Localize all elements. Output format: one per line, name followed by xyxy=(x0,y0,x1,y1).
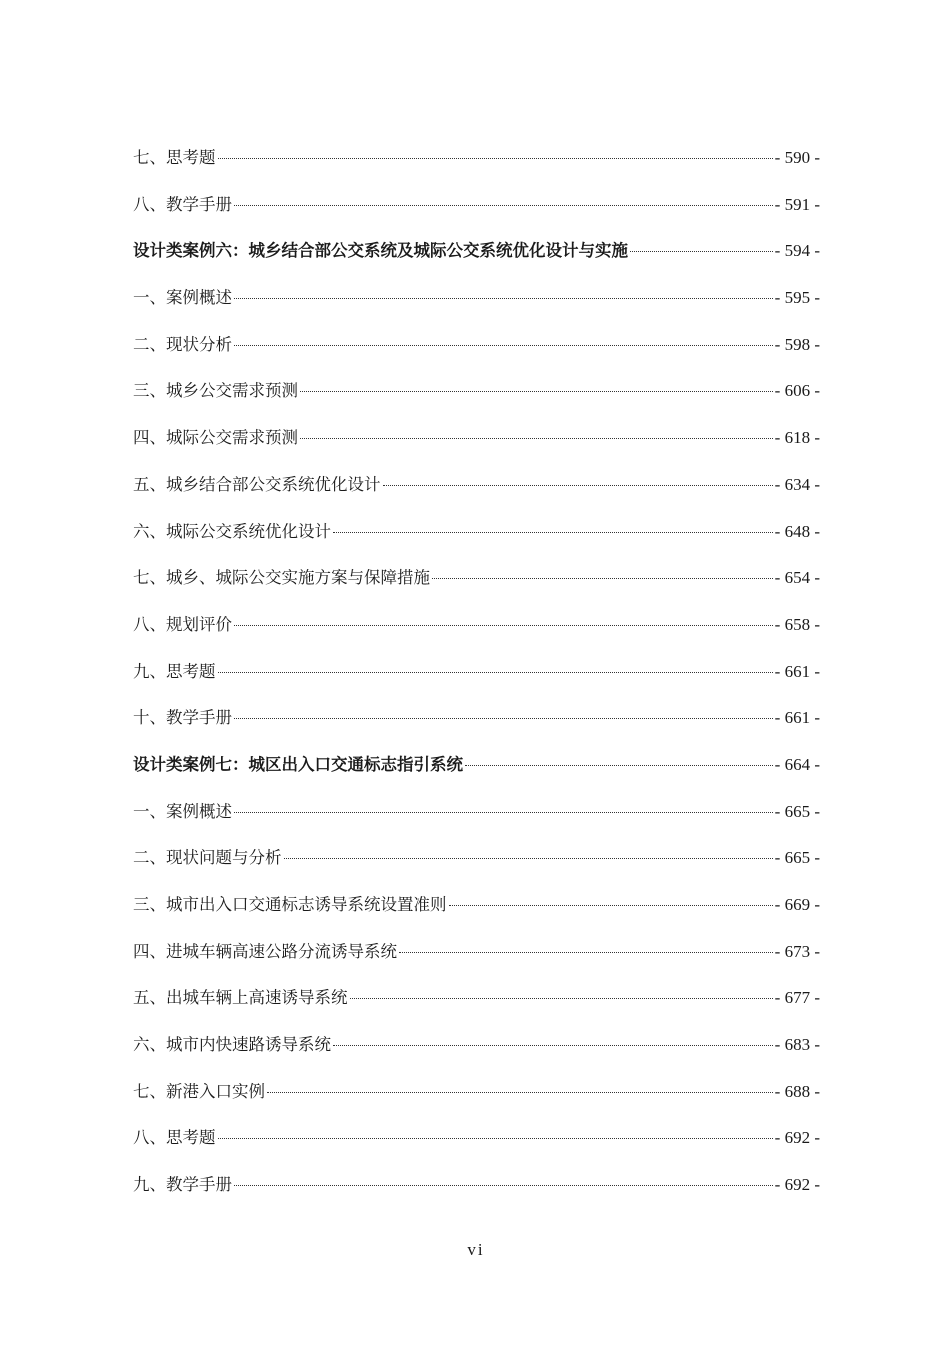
toc-section-entry[interactable] xyxy=(133,983,820,1030)
toc-dot-leader xyxy=(218,672,773,673)
toc-entry-page-number: - 591 - xyxy=(774,194,820,214)
toc-entry-title: 十、教学手册 xyxy=(133,708,232,728)
toc-dot-leader xyxy=(218,158,773,159)
toc-chapter-entry[interactable] xyxy=(133,236,820,283)
toc-section-entry[interactable] xyxy=(133,376,820,423)
toc-dot-leader xyxy=(432,578,773,579)
toc-dot-leader xyxy=(234,625,773,626)
toc-section-entry[interactable] xyxy=(133,1077,820,1124)
toc-dot-leader xyxy=(284,858,773,859)
toc-entry-title: 设计类案例七：城区出入口交通标志指引系统 xyxy=(133,754,463,774)
toc-entry-page-number: - 648 - xyxy=(774,521,820,541)
toc-entry-page-number: - 677 - xyxy=(774,988,820,1008)
toc-entry-page-number: - 665 - xyxy=(774,801,820,821)
toc-entry-title: 五、城乡结合部公交系统优化设计 xyxy=(133,474,381,494)
toc-entry-title: 三、城市出入口交通标志诱导系统设置准则 xyxy=(133,895,447,914)
toc-dot-leader xyxy=(383,485,773,486)
toc-section-entry[interactable] xyxy=(133,703,820,750)
toc-chapter-entry[interactable] xyxy=(133,750,820,797)
toc-dot-leader xyxy=(465,765,773,766)
toc-entry-title: 二、现状问题与分析 xyxy=(133,848,282,868)
toc-entry-title: 六、城市内快速路诱导系统 xyxy=(133,1035,331,1055)
toc-entry-page-number: - 664 - xyxy=(774,754,820,774)
toc-entry-page-number: - 658 - xyxy=(774,614,820,634)
toc-dot-leader xyxy=(449,905,773,906)
toc-entry-page-number: - 692 - xyxy=(774,1175,820,1195)
toc-dot-leader xyxy=(350,998,773,999)
toc-section-entry[interactable] xyxy=(133,843,820,890)
toc-dot-leader xyxy=(234,345,773,346)
toc-entry-page-number: - 661 - xyxy=(774,708,820,728)
toc-entry-title: 四、进城车辆高速公路分流诱导系统 xyxy=(133,941,397,961)
toc-entry-title: 七、城乡、城际公交实施方案与保障措施 xyxy=(133,568,430,588)
toc-dot-leader xyxy=(333,532,773,533)
toc-dot-leader xyxy=(333,1045,773,1046)
toc-entry-page-number: - 634 - xyxy=(774,474,820,494)
toc-entry-page-number: - 595 - xyxy=(774,288,820,308)
toc-section-entry[interactable] xyxy=(133,470,820,517)
toc-dot-leader xyxy=(300,391,773,392)
toc-entry-page-number: - 598 - xyxy=(774,334,820,354)
toc-dot-leader xyxy=(399,952,773,953)
toc-entry-title: 二、现状分析 xyxy=(133,334,232,354)
toc-section-entry[interactable] xyxy=(133,330,820,377)
page-number: vi xyxy=(467,1240,485,1259)
toc-section-entry[interactable] xyxy=(133,657,820,704)
toc-entry-title: 九、思考题 xyxy=(133,661,216,681)
toc-entry-title: 一、案例概述 xyxy=(133,288,232,308)
toc-section-entry[interactable] xyxy=(133,890,820,937)
toc-entry-title: 五、出城车辆上高速诱导系统 xyxy=(133,988,348,1008)
toc-section-entry[interactable] xyxy=(133,517,820,564)
toc-entry-title: 一、案例概述 xyxy=(133,801,232,821)
toc-dot-leader xyxy=(267,1092,773,1093)
toc-entry-title: 六、城际公交系统优化设计 xyxy=(133,521,331,541)
toc-entry-page-number: - 618 - xyxy=(774,428,820,448)
toc-entry-title: 八、教学手册 xyxy=(133,194,232,214)
toc-section-entry[interactable] xyxy=(133,563,820,610)
toc-entry-page-number: - 692 - xyxy=(774,1128,820,1148)
toc-section-entry[interactable] xyxy=(133,423,820,470)
toc-entry-title: 八、规划评价 xyxy=(133,614,232,634)
toc-entry-title: 七、新港入口实例 xyxy=(133,1081,265,1101)
toc-entry-page-number: - 594 - xyxy=(774,241,820,261)
toc-entry-page-number: - 661 - xyxy=(774,661,820,681)
toc-entry-page-number: - 606 - xyxy=(774,381,820,401)
toc-dot-leader xyxy=(218,1138,773,1139)
toc-dot-leader xyxy=(234,298,773,299)
toc-section-entry[interactable] xyxy=(133,1123,820,1170)
toc-entry-title: 设计类案例六：城乡结合部公交系统及城际公交系统优化设计与实施 xyxy=(133,241,628,261)
toc-dot-leader xyxy=(234,205,773,206)
toc-section-entry[interactable] xyxy=(133,1170,820,1217)
toc-dot-leader xyxy=(630,251,773,252)
toc-entry-page-number: - 665 - xyxy=(774,848,820,868)
toc-entry-title: 七、思考题 xyxy=(133,148,216,167)
toc-entry-page-number: - 590 - xyxy=(774,148,820,167)
toc-section-entry[interactable] xyxy=(133,143,820,190)
toc-entry-title: 八、思考题 xyxy=(133,1128,216,1148)
toc-dot-leader xyxy=(300,438,773,439)
toc-entry-page-number: - 688 - xyxy=(774,1081,820,1101)
toc-dot-leader xyxy=(234,812,773,813)
toc-entry-title: 四、城际公交需求预测 xyxy=(133,428,298,448)
toc-section-entry[interactable] xyxy=(133,797,820,844)
toc-dot-leader xyxy=(234,1185,773,1186)
toc-section-entry[interactable] xyxy=(133,1030,820,1077)
table-of-contents xyxy=(133,143,820,1217)
toc-dot-leader xyxy=(234,718,773,719)
toc-section-entry[interactable] xyxy=(133,283,820,330)
toc-entry-page-number: - 669 - xyxy=(774,895,820,914)
toc-section-entry[interactable] xyxy=(133,937,820,984)
toc-entry-title: 九、教学手册 xyxy=(133,1175,232,1195)
toc-entry-page-number: - 654 - xyxy=(774,568,820,588)
toc-entry-title: 三、城乡公交需求预测 xyxy=(133,381,298,401)
toc-section-entry[interactable] xyxy=(133,190,820,237)
toc-entry-page-number: - 673 - xyxy=(774,941,820,961)
toc-section-entry[interactable] xyxy=(133,610,820,657)
toc-entry-page-number: - 683 - xyxy=(774,1035,820,1055)
